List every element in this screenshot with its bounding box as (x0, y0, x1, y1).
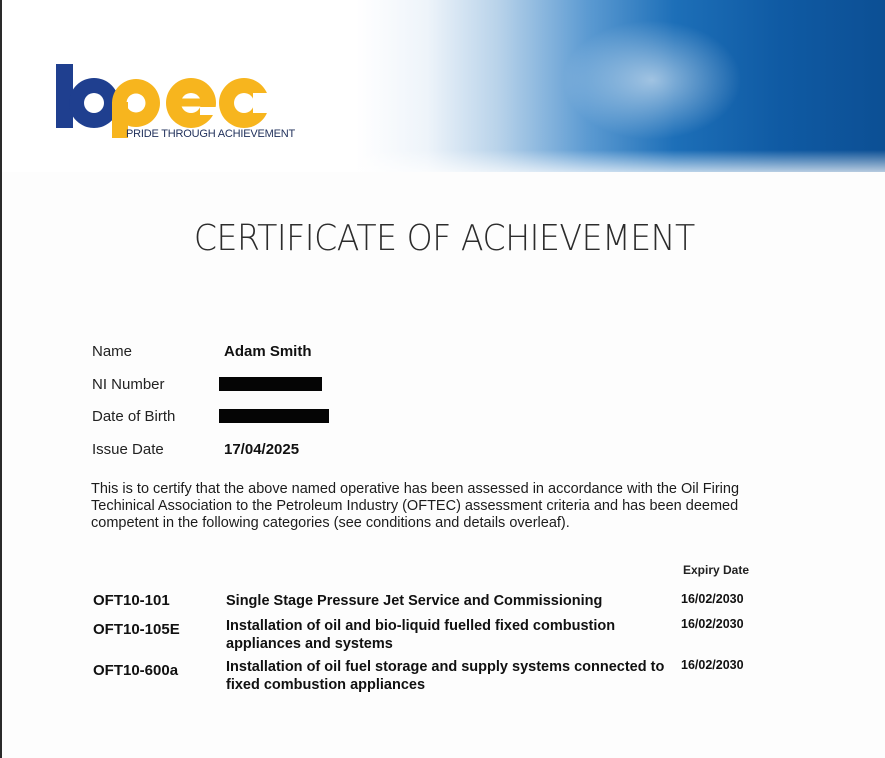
qualification-code: OFT10-101 (93, 592, 170, 609)
expiry-date-header: Expiry Date (683, 563, 750, 577)
field-value-issue-date: 17/04/2025 (224, 441, 300, 458)
qualification-title: Installation of oil fuel storage and supply systems connected to fixed combustion appliances (226, 659, 665, 693)
certificate-title: CERTIFICATE OF ACHIEVEMENT (193, 218, 695, 259)
qualification-expiry: 16/02/2030 (681, 658, 744, 672)
qualification-expiry: 16/02/2030 (681, 592, 744, 606)
field-label: Date of Birth (92, 408, 176, 425)
field-label: NI Number (92, 376, 165, 393)
field-row-date-of-birth (92, 408, 492, 432)
field-label: Name (92, 343, 133, 360)
field-row-name (92, 343, 492, 367)
field-label: Issue Date (92, 441, 164, 458)
banner-highlight (562, 20, 742, 140)
field-row-issue-date (92, 441, 492, 465)
bpec-logo-mark (54, 58, 314, 138)
qualification-title: Single Stage Pressure Jet Service and Commissioning (226, 593, 603, 609)
certification-statement: This is to certify that the above named operative has been assessed in accordance with the Oil Firing Techinical Association to the Petroleum Industry (OFTEC) assessment criteria and has been deemed competent in the following categories (see conditions and details overleaf). (91, 481, 740, 531)
field-value-name: Adam Smith (224, 343, 312, 360)
header-banner (2, 0, 885, 172)
qualification-expiry: 16/02/2030 (681, 617, 744, 631)
redaction-bar (219, 409, 329, 423)
logo-tagline: PRIDE THROUGH ACHIEVEMENT (126, 128, 295, 140)
redaction-bar (219, 377, 322, 391)
field-row-ni-number (92, 376, 492, 400)
qualification-title: Installation of oil and bio-liquid fuelled fixed combustion appliances and systems (226, 618, 616, 652)
banner-fade (2, 150, 885, 172)
qualification-code: OFT10-600a (93, 662, 179, 679)
qualification-code: OFT10-105E (93, 621, 180, 638)
